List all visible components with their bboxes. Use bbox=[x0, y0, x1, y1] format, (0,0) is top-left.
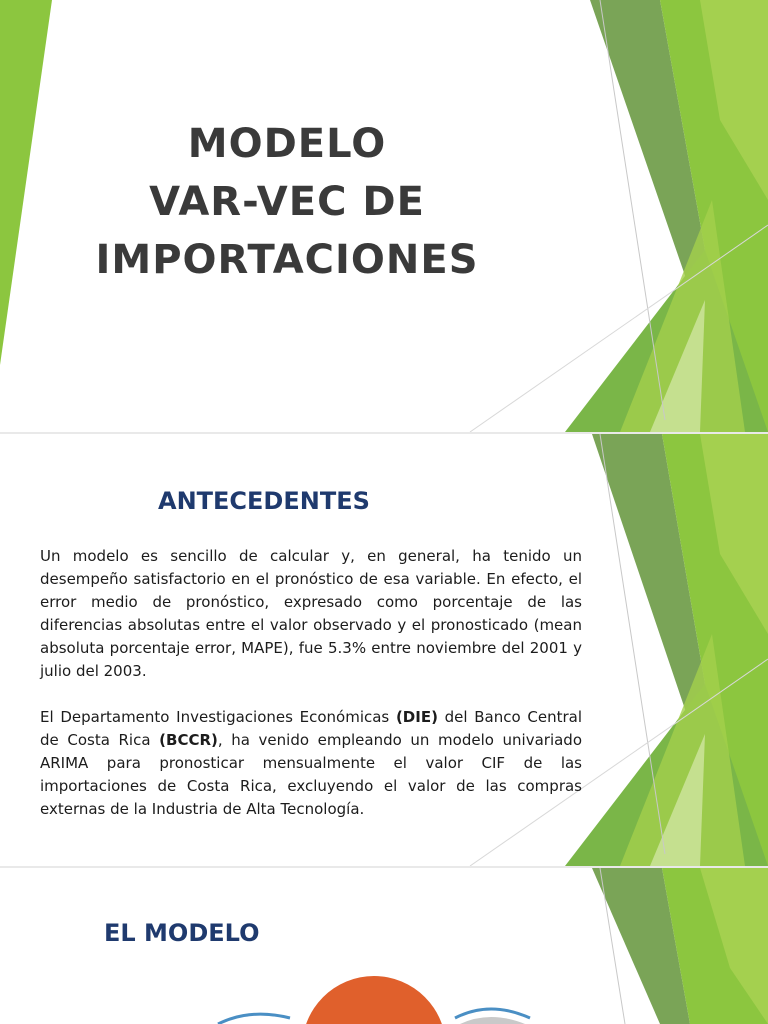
presentation-title bbox=[60, 115, 514, 289]
bold-acronym: (BCCR) bbox=[159, 731, 218, 749]
cycle-diagram bbox=[0, 868, 768, 1024]
slide-body bbox=[40, 545, 582, 821]
title-line: VAR-VEC DE bbox=[149, 179, 425, 225]
paragraph: Un modelo es sencillo de calcular y, en general, ha tenido un desempeño satisfactorio en el pronóstico de esa variable. En efecto, el error medio de pronóstico, expresado como porcentaje de las diferencias absolutas entre el valor observado y el pronosticado (mean absoluta porcentaje error, MAPE), fue 5.3% entre noviembre del 2001 y julio del 2003. bbox=[40, 547, 582, 680]
title-line: MODELO bbox=[187, 121, 387, 167]
title-line: IMPORTACIONES bbox=[95, 237, 479, 283]
bold-acronym: (DIE) bbox=[395, 708, 438, 726]
slide-title bbox=[0, 0, 768, 432]
slide-el-modelo bbox=[0, 868, 768, 1024]
text-run: , ha venido empleando un modelo univariado ARIMA para pronosticar mensualmente el valor CIF de las importaciones de Costa Rica, excluyendo el valor de las compras externas de la Industria de Alta Tecnología. bbox=[40, 731, 582, 818]
slide-antecedentes bbox=[0, 434, 768, 866]
diagram-right-arrow bbox=[455, 1009, 530, 1018]
diagram-center-circle bbox=[302, 976, 446, 1024]
slide-heading: EL MODELO bbox=[104, 919, 260, 947]
text-run: El Departamento Investigaciones Económicas bbox=[40, 708, 396, 726]
slide-heading: ANTECEDENTES bbox=[158, 487, 370, 515]
diagram-left-arrow bbox=[218, 1014, 290, 1024]
diagram-right-arrow-fill bbox=[460, 1017, 525, 1024]
paragraph bbox=[40, 706, 582, 821]
text-run: del Banco Central de Costa Rica bbox=[40, 708, 582, 749]
